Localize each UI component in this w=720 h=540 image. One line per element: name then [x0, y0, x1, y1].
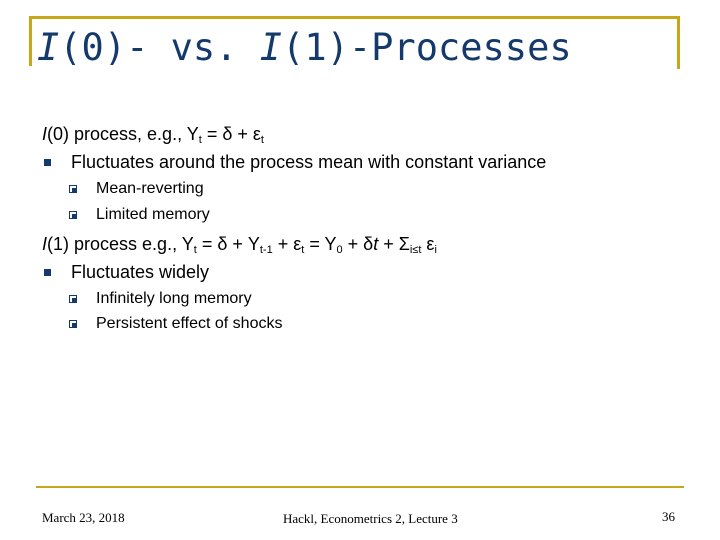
- i0-subpoint-2: Limited memory: [96, 206, 210, 223]
- i0-point: Fluctuates around the process mean with constant variance: [71, 152, 547, 172]
- square-bullet-icon: [44, 269, 51, 276]
- hollow-square-bullet-icon: [69, 320, 77, 328]
- footer-divider: [36, 486, 684, 488]
- square-bullet-icon: [44, 159, 51, 166]
- page-number: 36: [662, 509, 675, 524]
- title-accent-bar: [29, 16, 32, 66]
- footer-course: Hackl, Econometrics 2, Lecture 3: [283, 511, 458, 526]
- i0-heading: I(0) process, e.g., $Y_t = \delta + \varepsilon_t$: [42, 124, 264, 146]
- i1-point: Fluctuates widely: [71, 262, 210, 282]
- slide-title: I(0)- vs. I(1)-Processes: [37, 26, 572, 69]
- hollow-square-bullet-icon: [69, 185, 77, 193]
- i0-subpoint-1: Mean-reverting: [96, 180, 204, 197]
- hollow-square-bullet-icon: [69, 211, 77, 219]
- i1-subpoint-1: Infinitely long memory: [96, 290, 252, 307]
- i1-subpoint-2: Persistent effect of shocks: [96, 315, 283, 332]
- i1-heading: I(1) process e.g., $Y_t = \delta + Y_{t-1} + \varepsilon_t = Y_0 + \delta t + \Sigma_{i\le t}$ $\varepsilon_i$: [42, 234, 437, 256]
- footer-date: March 23, 2018: [42, 510, 125, 525]
- hollow-square-bullet-icon: [69, 295, 77, 303]
